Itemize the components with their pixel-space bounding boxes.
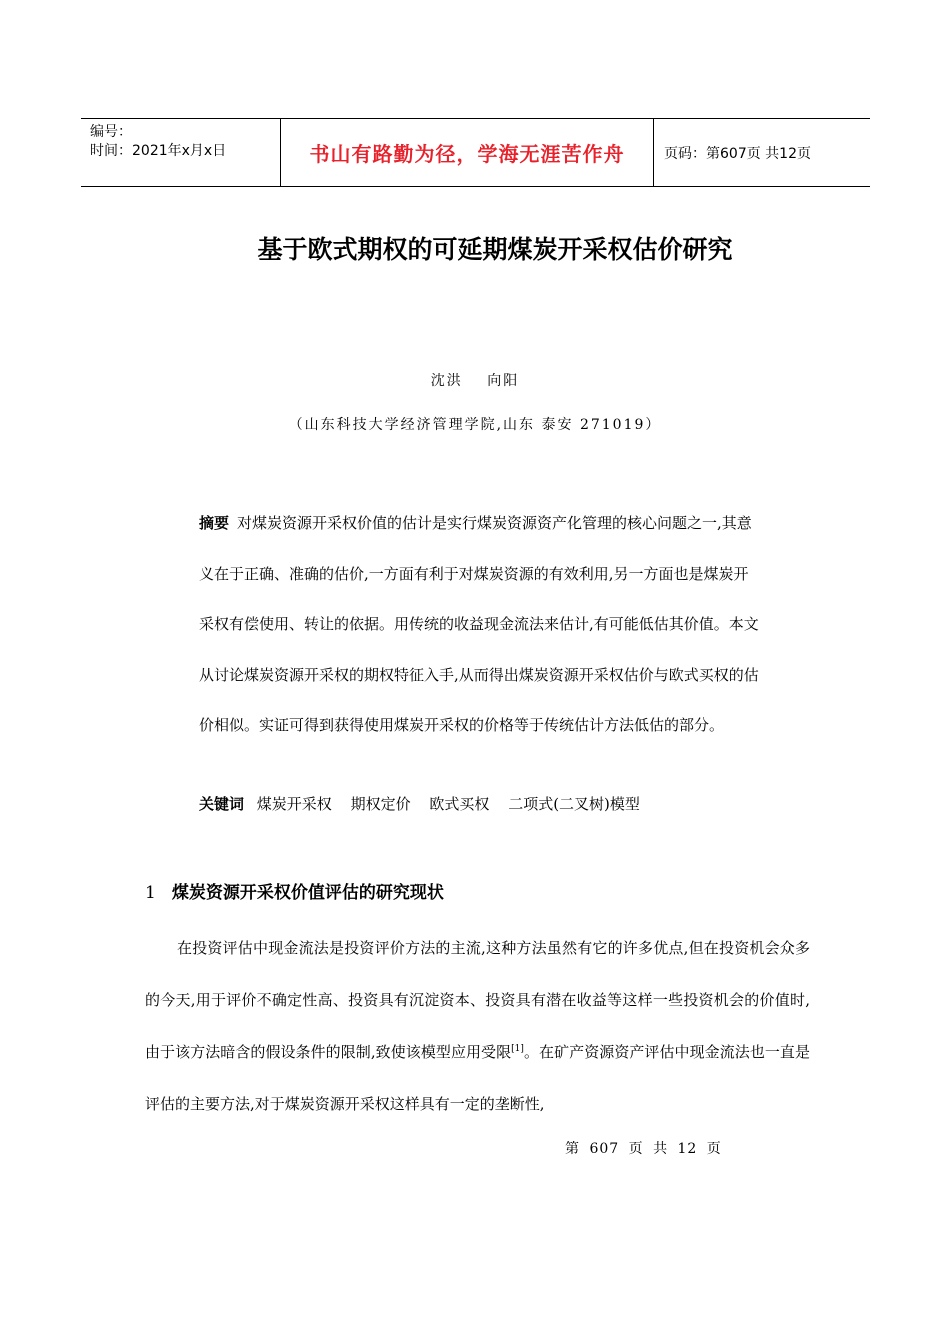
section-title: 煤炭资源开采权价值评估的研究现状	[171, 883, 444, 903]
header-page-label: 页码：第607页 共12页	[664, 145, 811, 162]
citation-ref[interactable]: [1]	[511, 1044, 524, 1054]
paper-title: 基于欧式期权的可延期煤炭开采权估价研究	[257, 235, 733, 264]
document-time-label: 时间：2021年x月x日	[90, 143, 227, 159]
paper-authors: 沈洪 向阳	[430, 373, 520, 389]
keywords-label: 关键词	[199, 795, 245, 813]
page-footer: 第 607 页 共 12 页	[565, 1141, 722, 1157]
header-page-cell	[654, 119, 870, 186]
header-motto-cell	[281, 119, 654, 186]
abstract-text: 对煤炭资源开采权价值的估计是实行煤炭资源资产化管理的核心问题之一,其意义在于正确、准确的估价,一方面有利于对煤炭资源的有效利用,另一方面也是煤炭开采权有偿使用、转让的依据。用传统的收益现金流法来估计,有可能低估其价值。本文从讨论煤炭资源开采权的期权特征入手,从而得出煤炭资源开采权估价与欧式买权的估价相似。实证可得到获得使用煤炭开采权的价格等于传统估计方法低估的部分。	[199, 514, 759, 734]
keywords	[199, 793, 654, 814]
abstract	[199, 498, 759, 751]
keyword-item: 欧式买权	[429, 795, 490, 813]
abstract-label: 摘要	[199, 514, 230, 532]
paper-affiliation: （山东科技大学经济管理学院,山东 泰安 271019）	[288, 417, 662, 433]
document-code-label: 编号：	[90, 124, 132, 140]
body-text-part2: 。在矿产资源资产评估中现金流法也一直是评估的主要方法,对于煤炭资源开采权这样具有一定的垄断性,	[145, 1043, 810, 1113]
header-left-cell	[81, 119, 281, 186]
keyword-item: 煤炭开采权	[256, 795, 332, 813]
keyword-item: 二项式(二叉树)模型	[508, 795, 640, 813]
header-motto: 书山有路勤为径，学海无涯苦作舟	[309, 142, 625, 166]
section-number: 1	[145, 883, 156, 903]
section-heading	[145, 878, 444, 903]
body-text-part1: 在投资评估中现金流法是投资评价方法的主流,这种方法虽然有它的许多优点,但在投资机会众多的今天,用于评价不确定性高、投资具有沉淀资本、投资具有潜在收益等这样一些投资机会的价值时,由于该方法暗含的假设条件的限制,致使该模型应用受限	[145, 939, 810, 1061]
keyword-item: 期权定价	[350, 795, 411, 813]
body-paragraph	[145, 922, 810, 1130]
header-table	[81, 118, 870, 187]
